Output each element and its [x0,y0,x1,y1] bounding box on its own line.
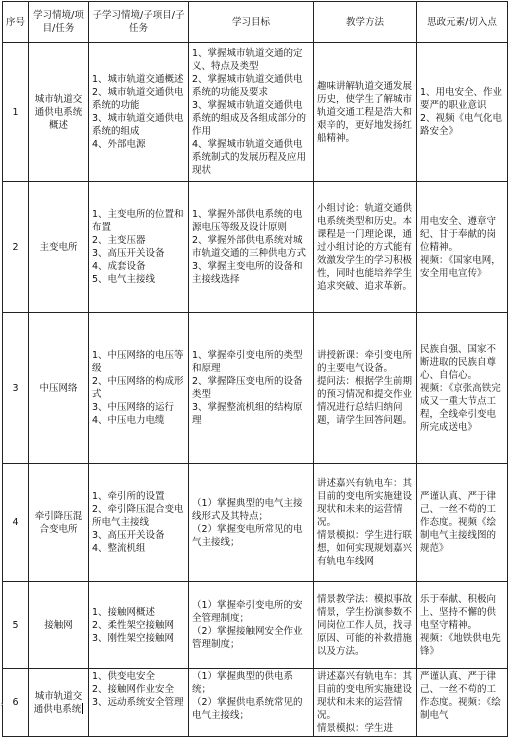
table-row [3,182,508,313]
row-seq: 3 [3,313,29,464]
situation-name-text: 主变电所 [39,241,78,253]
goal-line: （2）掌握变电所常见的电气主接线； [192,523,303,548]
sub-task-line: 1、主变电所的位置和布置 [92,209,184,233]
sub-task-line: 1、中压网络的电压等级 [92,350,184,374]
ideology-line: 民族自强、国家不断进取的民族自尊心、自信心。 [420,343,497,381]
sub-task-line: 1、城市轨道交通概述 [92,74,184,85]
header-sub-situation: 子学习情境/子项目/子任务 [89,2,189,43]
row-sub-tasks [89,182,189,313]
row-ideology [417,313,508,464]
ideology-line: 严谨认真、严于律己、一丝不苟的工作态度。视频《绘制电气主接线图的规范》 [420,491,497,554]
row-situation-name[interactable] [29,669,89,737]
row-ideology [417,669,508,737]
row-teaching-methods [314,182,417,313]
sub-task-line: 3、刚性架空接触网 [92,632,175,644]
method-line: 提问法：根据学生前期的预习情况和提交作业情况进行总结归纳问题，请学生回答问题。 [317,376,413,426]
header-learning-situation: 学习情境/项目/任务 [29,2,89,43]
situation-name-text: 接触网 [44,619,73,631]
row-seq: 5 [3,582,29,669]
goal-line: 3、掌握主变电所的设备和主接线选择 [192,261,303,285]
row-situation-name [29,464,89,582]
row-situation-name [29,43,89,182]
row-learning-goals [189,582,314,669]
goal-line: （1）掌握典型的电气主接线形式及其特点； [192,497,303,522]
row-sub-tasks [89,582,189,669]
ideology-line: 严谨认真、严于律己、一丝不苟的工作态度。视频：《绘制电气 [420,671,501,721]
sub-task-line: 4、中压电力电缆 [92,415,165,426]
situation-name-text: 牵引降压混合变电所 [34,510,83,535]
row-situation-name [29,313,89,464]
method-line: 讲述嘉兴有轨电车：其目前的变电所实施建设现状和未来的运营情况。 [317,478,413,528]
goal-line: （2）掌握接触网安全作业管理制度； [192,626,303,650]
row-seq: 2 [3,182,29,313]
sub-task-line: 4、整流机组 [92,543,146,554]
row-situation-name [29,582,89,669]
sub-task-line: 3、城市轨道交通供电系统的组成 [92,113,184,137]
goal-line: 1、掌握城市轨道交通的定义、特点及类型 [192,48,303,72]
goal-line: （2）掌握供电系统常见的电气主接线； [192,697,303,721]
row-teaching-methods [314,43,417,182]
sub-task-line: 1、供变电安全 [92,671,156,682]
method-line: 小组讨论：轨道交通供电系统类型和历史。本课程是一门理论课，通过小组讨论的方式能有效激发学生的学习积极性，同时也能培养学生追求突破、追求革新。 [317,202,413,292]
row-ideology [417,182,508,313]
row-learning-goals [189,182,314,313]
header-ideology-elements: 思政元素/切入点 [417,2,508,43]
sub-task-line: 1、接触网概述 [92,606,156,618]
sub-task-line: 2、主变压器 [92,235,146,246]
row-seq: 4 [3,464,29,582]
method-line: 情景教学法：模拟事故情景，学生扮演参数不同岗位工作人员，找寻原因、可能的补救措施以及方法。 [317,593,413,657]
row-sub-tasks [89,669,189,737]
row-teaching-methods [314,313,417,464]
row-sub-tasks [89,313,189,464]
table-row [3,313,508,464]
ideology-line: 视频：《京张高铁完成又一重大节点工程，全线牵引变电所完成送电》 [420,382,501,433]
header-teaching-methods: 教学方法 [314,2,417,43]
ideology-line: 视频：《国家电网，安全用电宣传》 [420,254,501,279]
goal-line: 2、掌握外部供电系统对城市轨道交通的三种供电方式 [192,235,307,259]
sub-task-line: 2、城市轨道交通供电系统的功能 [92,87,184,111]
text-cursor [82,703,83,714]
header-learning-goals: 学习目标 [189,2,314,43]
sub-task-line: 2、中压网络的构成形式 [92,376,184,400]
row-sub-tasks [89,43,189,182]
sub-task-line: 2、接触网作业安全 [92,684,175,695]
goal-line: 2、掌握城市轨道交通供电系统的功能及要求 [192,74,303,98]
method-line: 情景模拟：学生进行联想，如何实现规划嘉兴有轨电车线网 [317,530,413,567]
row-situation-name [29,182,89,313]
row-learning-goals [189,43,314,182]
ideology-line: 视频：《地铁供电先锋》 [420,632,501,657]
left-edge-chevron-icon: › [0,700,4,710]
sub-task-line: 3、高压开关设备 [92,530,165,541]
row-teaching-methods [314,464,417,582]
situation-name-text: 中压网络 [39,382,78,394]
goal-line: 3、掌握整流机组的结构原理 [192,402,303,426]
sub-task-line: 5、电气主接线 [92,274,156,285]
method-line: 讲授新课：牵引变电所的主要电气设备。 [317,350,413,374]
goal-line: 1、掌握牵引变电所的类型和原理 [192,350,303,374]
row-teaching-methods [314,669,417,737]
goal-line: 1、掌握外部供电系统的电源电压等级及设计原则 [192,209,303,233]
sub-task-line: 2、柔性架空接触网 [92,619,175,631]
table-row [3,464,508,582]
sub-task-line: 3、远动系统安全管理 [92,697,184,708]
sub-task-line: 4、外部电源 [92,139,146,150]
ideology-line: 1、用电安全、作业要严的职业意识 2、视频《电气化电路安全》 [420,87,503,137]
row-ideology [417,43,508,182]
row-learning-goals [189,464,314,582]
course-table [2,1,508,737]
sub-task-line: 4、成套设备 [92,261,146,272]
table-row [3,43,508,182]
situation-name-text: 城市轨道交通供电系统 [33,690,83,715]
table-header-row [3,2,508,43]
goal-line: （1）掌握牵引变电所的安全管理制度； [192,600,303,624]
sub-task-line: 2、牵引降压混合变电所电气主接线 [92,504,184,528]
method-line: 情景模拟：学生进 [317,723,394,734]
row-sub-tasks [89,464,189,582]
goal-line: 2、掌握降压变电所的设备类型 [192,376,303,400]
row-ideology [417,582,508,669]
row-learning-goals [189,669,314,737]
row-seq: 1 [3,43,29,182]
ideology-line: 乐于奉献、积极向上、坚持不懈的供电坚守精神。 [420,593,497,631]
sub-task-line: 1、牵引所的设置 [92,491,165,502]
row-seq: 6 [3,669,29,737]
method-line: 趣味讲解轨道交通发展历史，使学生了解城市轨道交通工程是浩大和艰辛的，更好地发扬红船精神。 [317,80,413,144]
goal-line: 4、掌握城市轨道交通供电系统制式的发展历程及应用现状 [192,139,307,176]
row-teaching-methods [314,582,417,669]
row-ideology [417,464,508,582]
header-seq: 序号 [3,2,29,43]
sub-task-line: 3、中压网络的运行 [92,402,175,413]
table-row [3,669,508,737]
table-row [3,582,508,669]
goal-line: （1）掌握典型的供电系统； [192,671,294,695]
sub-task-line: 3、高压开关设备 [92,248,165,259]
situation-name-text: 城市轨道交通供电系统概述 [34,93,83,131]
ideology-line: 用电安全、遵章守纪、甘于奉献的岗位精神。 [420,215,497,253]
goal-line: 3、掌握城市轨道交通供电系统的组成及各组成部分的作用 [192,100,307,137]
row-learning-goals [189,313,314,464]
method-line: 讲述嘉兴有轨电车：其目前的变电所实施建设现状和未来的运营情况。 [317,671,413,721]
